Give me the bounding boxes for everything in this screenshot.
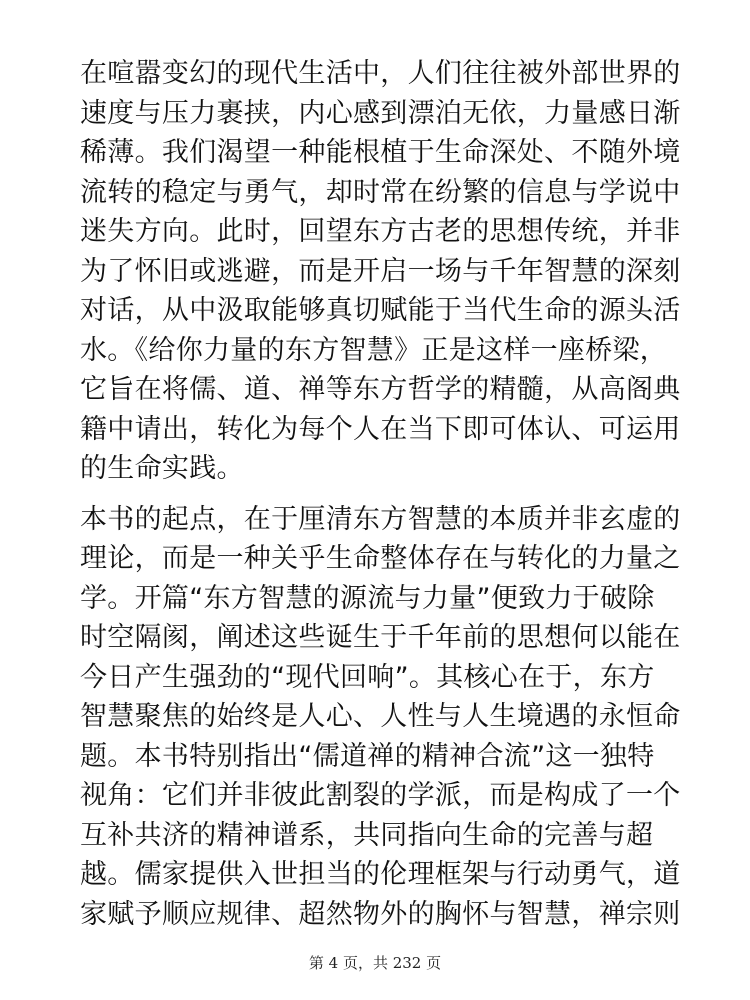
text-line: 学。开篇“东方智慧的源流与力量”便致力于破除 xyxy=(80,582,655,614)
text-line: 题。本书特别指出“儒道禅的精神合流”这一独特 xyxy=(80,740,655,772)
text-line: 智慧聚焦的始终是人心、人性与人生境遇的永恒命 xyxy=(80,701,681,732)
page-number-footer: 第 4 页，共 232 页 xyxy=(308,954,442,972)
document-body xyxy=(80,54,681,934)
text-line: 稀薄。我们渴望一种能根植于生命深处、不随外境 xyxy=(80,137,681,168)
text-line: 迷失方向。此时，回望东方古老的思想传统，并非 xyxy=(80,216,681,247)
text-line: 的生命实践。 xyxy=(80,453,244,484)
text-line: 今日产生强劲的“现代回响”。其核心在于，东方 xyxy=(80,661,655,693)
text-line: 本书的起点，在于厘清东方智慧的本质并非玄虚的 xyxy=(80,503,681,535)
paragraph-1 xyxy=(80,54,681,489)
text-line: 越。儒家提供入世担当的伦理框架与行动勇气，道 xyxy=(80,859,681,890)
text-line: 籍中请出，转化为每个人在当下即可体认、可运用 xyxy=(80,413,681,445)
text-line: 家赋予顺应规律、超然物外的胸怀与智慧，禅宗则 xyxy=(80,898,681,930)
text-line: 水。《给你力量的东方智慧》正是这样一座桥梁， xyxy=(80,334,668,366)
text-line: 对话，从中汲取能够真切赋能于当代生命的源头活 xyxy=(80,295,681,326)
text-line: 为了怀旧或逃避，而是开启一场与千年智慧的深刻 xyxy=(80,255,681,287)
text-line: 它旨在将儒、道、禅等东方哲学的精髓，从高阁典 xyxy=(80,374,681,405)
text-line: 在喧嚣变幻的现代生活中，人们往往被外部世界的 xyxy=(80,58,681,89)
text-line: 速度与压力裹挟，内心感到漂泊无依，力量感日渐 xyxy=(80,97,681,129)
paragraph-2 xyxy=(80,500,681,935)
text-line: 流转的稳定与勇气，却时常在纷繁的信息与学说中 xyxy=(80,176,681,208)
text-line: 互补共济的精神谱系，共同指向生命的完善与超 xyxy=(80,819,654,851)
text-line: 视角：它们并非彼此割裂的学派，而是构成了一个 xyxy=(80,780,681,811)
text-line: 理论，而是一种关乎生命整体存在与转化的力量之 xyxy=(80,543,681,574)
text-line: 时空隔阂，阐述这些诞生于千年前的思想何以能在 xyxy=(80,622,681,653)
